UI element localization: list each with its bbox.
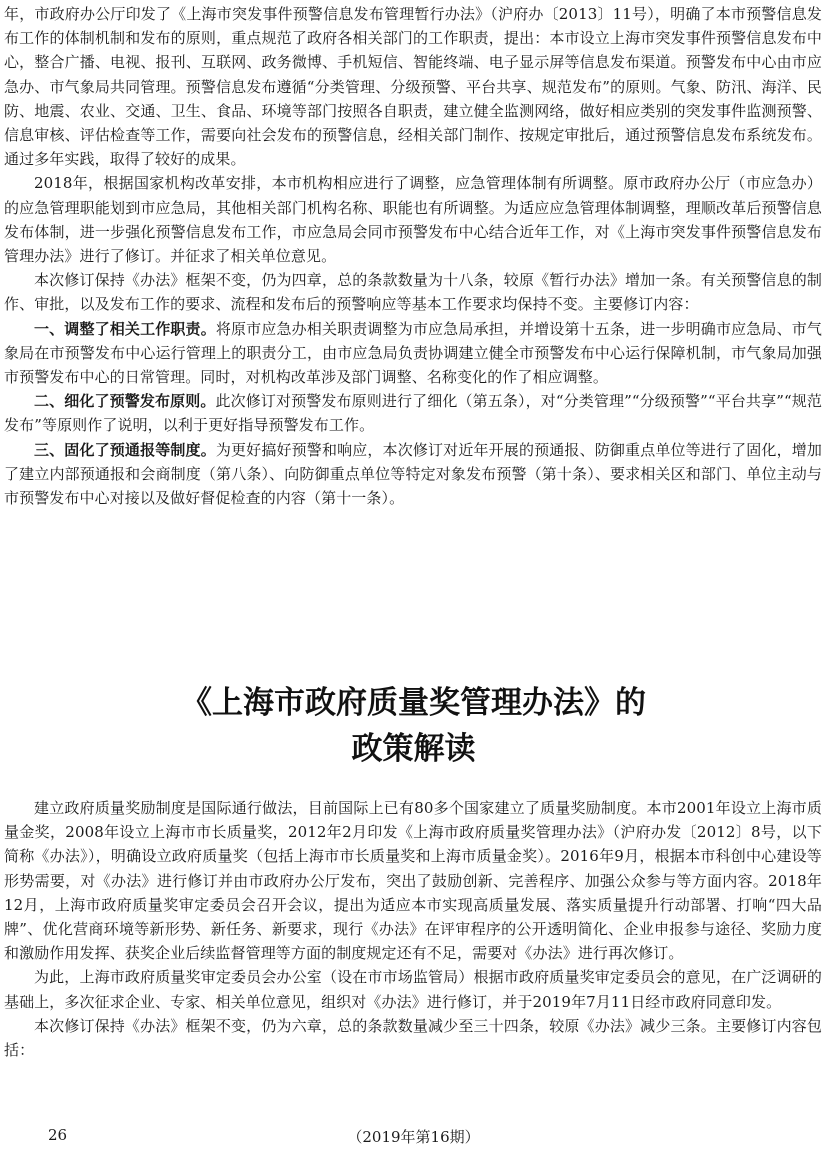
revision-item-heading: 三、固化了预通报等制度。 (34, 440, 216, 459)
revision-item-text: 为更好搞好预警和响应，本次修订对近年开展的预通报、防御重点单位等进行了固化，增加了建立内部预通报和会商制度（第八条）、向防御重点单位等特定对象发布预警（第十条）、要求相关区和部门、单位主动与市预警发布中心对接以及做好督促检查的内容（第十一条）。 (4, 440, 822, 508)
body-paragraph: 本次修订保持《办法》框架不变，仍为六章，总的条款数量减少至三十四条，较原《办法》减少三条。主要修订内容包括： (4, 1016, 822, 1060)
body-paragraph: 年，市政府办公厅印发了《上海市突发事件预警信息发布管理暂行办法》（沪府办〔2013〕11号），明确了本市预警信息发布工作的体制机制和发布的原则，重点规范了政府各相关部门的工作职责，提出：本市设立上海市突发事件预警信息发布中心，整合广播、电视、报刊、互联网、政务微博、手机短信、智能终端、电子显示屏等信息发布渠道。预警发布中心由市应急办、市气象局共同管理。预警信息发布遵循“分类管理、分级预警、平台共享、规范发布”的原则。气象、防汛、海洋、民防、地震、农业、交通、卫生、食品、环境等部门按照各自职责，建立健全监测网络，做好相应类别的突发事件监测预警、信息审核、评估检查等工作，需要向社会发布的预警信息，经相关部门制作、按规定审批后，通过预警信息发布系统发布。通过多年实践，取得了较好的成果。 (4, 5, 822, 169)
body-paragraph: 本次修订保持《办法》框架不变，仍为四章，总的条款数量为十八条，较原《暂行办法》增加一条。有关预警信息的制作、审批，以及发布工作的要求、流程和发布后的预警响应等基本工作要求均保持不变。主要修订内容： (4, 271, 822, 314)
previous-article-body (4, 2, 822, 510)
revision-item-heading: 二、细化了预警发布原则。 (34, 392, 216, 411)
revision-item (4, 389, 822, 437)
body-paragraph: 建立政府质量奖励制度是国际通行做法，目前国际上已有80多个国家建立了质量奖励制度。本市2001年设立上海市质量金奖，2008年设立上海市市长质量奖，2012年2月印发《上海市政府质量奖管理办法》（沪府办发〔2012〕8号，以下简称《办法》），明确设立政府质量奖（包括上海市市长质量奖和上海市质量金奖）。2016年9月，根据本市科创中心建设等形势需要，对《办法》进行修订并由市政府办公厅发布，突出了鼓励创新、完善程序、加强公众参与等方面内容。2018年12月，上海市政府质量奖审定委员会召开会议，提出为适应本市实现高质量发展、落实质量提升行动部署、打响“四大品牌”、优化营商环境等新形势、新任务、新要求，现行《办法》在评审程序的公开透明简化、企业申报参与途径、奖励力度和激励作用发挥、获奖企业后续监督管理等方面的制度规定还有不足，需要对《办法》进行再次修订。 (4, 799, 822, 963)
revision-item-text: 此次修订对预警发布原则进行了细化（第五条），对“分类管理”“分级预警”“平台共享”“规范发布”等原则作了说明，以利于更好指导预警发布工作。 (4, 392, 822, 435)
article-body (4, 796, 822, 1062)
article-title-line-1: 《上海市政府质量奖管理办法》的 (181, 685, 646, 721)
body-paragraph: 2018年，根据国家机构改革安排，本市机构相应进行了调整，应急管理体制有所调整。原市政府办公厅（市应急办）的应急管理职能划到市应急局，其他相关部门机构名称、职能也有所调整。为适应应急管理体制调整，理顺改革后预警信息发布体制，进一步强化预警信息发布工作，市应急局会同市预警发布中心结合近年工作，对《上海市突发事件预警信息发布管理办法》进行了修订。并征求了相关单位意见。 (4, 174, 822, 266)
revision-item-heading: 一、调整了相关工作职责。 (34, 319, 216, 338)
article-title-line-2: 政策解读 (351, 731, 476, 767)
article-title (0, 680, 827, 772)
body-paragraph: 为此，上海市政府质量奖审定委员会办公室（设在市市场监管局）根据市政府质量奖审定委员会的意见，在广泛调研的基础上，多次征求企业、专家、相关单位意见，组织对《办法》进行修订，并于2019年7月11日经市政府同意印发。 (4, 968, 822, 1011)
page-number: 26 (48, 1126, 68, 1144)
issue-label: （2019年第16期） (347, 1128, 480, 1146)
revision-item (4, 317, 822, 390)
revision-item (4, 438, 822, 511)
revision-item-text: 将原市应急办相关职责调整为市应急局承担，并增设第十五条，进一步明确市应急局、市气象局在市预警发布中心运行管理上的职责分工，由市应急局负责协调建立健全市预警发布中心运行保障机制，市气象局加强市预警发布中心的日常管理。同时，对机构改革涉及部门调整、名称变化的作了相应调整。 (4, 319, 822, 387)
